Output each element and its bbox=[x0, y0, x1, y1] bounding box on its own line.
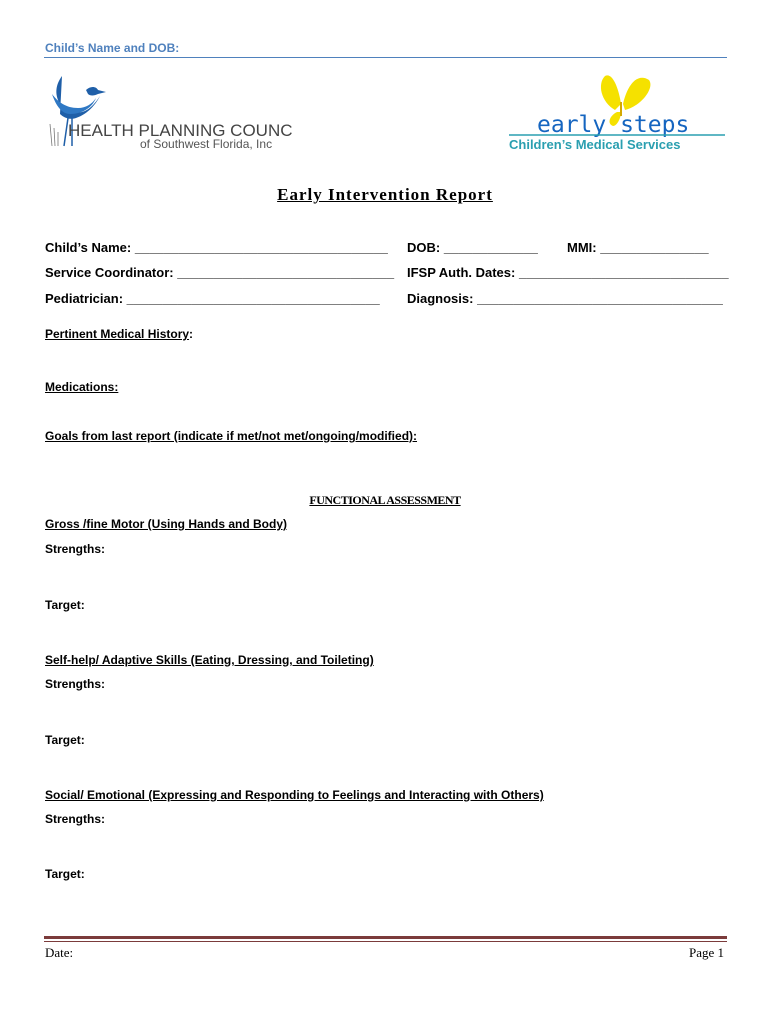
mmi-field[interactable]: MMI: _______________ bbox=[567, 240, 709, 255]
child-name-field[interactable]: Child’s Name: ___________________________________ bbox=[45, 240, 388, 255]
pediatrician-field[interactable]: Pediatrician: ___________________________________ bbox=[45, 291, 380, 306]
ifsp-auth-dates-field[interactable]: IFSP Auth. Dates: _____________________________ bbox=[407, 265, 729, 280]
hpc-logo-line2: of Southwest Florida, Inc bbox=[140, 137, 273, 151]
functional-assessment-heading: FUNCTIONAL ASSESSMENT bbox=[309, 493, 461, 507]
social-target-label: Target: bbox=[45, 867, 85, 881]
dob-field[interactable]: DOB: _____________ bbox=[407, 240, 538, 255]
self-help-target-label: Target: bbox=[45, 733, 85, 747]
cms-wordmark: Children’s Medical Services bbox=[509, 137, 681, 152]
report-title: Early Intervention Report bbox=[277, 185, 493, 204]
footer-rule-thin bbox=[44, 941, 727, 942]
social-emotional-heading: Social/ Emotional (Expressing and Responding to Feelings and Interacting with Others) bbox=[45, 788, 544, 802]
medications-heading: Medications: bbox=[45, 380, 119, 394]
early-steps-logo bbox=[505, 72, 735, 157]
header-label: Child’s Name and DOB: bbox=[45, 41, 180, 55]
early-steps-wordmark: early steps bbox=[537, 112, 690, 138]
diagnosis-field[interactable]: Diagnosis: __________________________________ bbox=[407, 291, 723, 306]
gross-fine-motor-heading: Gross /fine Motor (Using Hands and Body) bbox=[45, 517, 288, 531]
medical-history-heading: Pertinent Medical History: bbox=[45, 327, 194, 341]
footer-rule-thick bbox=[44, 936, 727, 939]
footer-date-label: Date: bbox=[45, 945, 74, 960]
gross-fine-strengths-label: Strengths: bbox=[45, 542, 105, 556]
goals-heading: Goals from last report (indicate if met/not met/ongoing/modified): bbox=[45, 429, 418, 443]
footer-page-number: Page 1 bbox=[688, 945, 724, 960]
self-help-heading: Self-help/ Adaptive Skills (Eating, Dressing, and Toileting) bbox=[45, 653, 374, 667]
social-strengths-label: Strengths: bbox=[45, 812, 105, 826]
self-help-strengths-label: Strengths: bbox=[45, 677, 105, 691]
hpc-logo-line1: HEALTH PLANNING COUNCIL bbox=[68, 121, 292, 140]
header-rule bbox=[44, 57, 727, 58]
service-coordinator-field[interactable]: Service Coordinator: ______________________________ bbox=[45, 265, 395, 280]
gross-fine-target-label: Target: bbox=[45, 598, 85, 612]
health-planning-council-logo bbox=[42, 74, 292, 154]
